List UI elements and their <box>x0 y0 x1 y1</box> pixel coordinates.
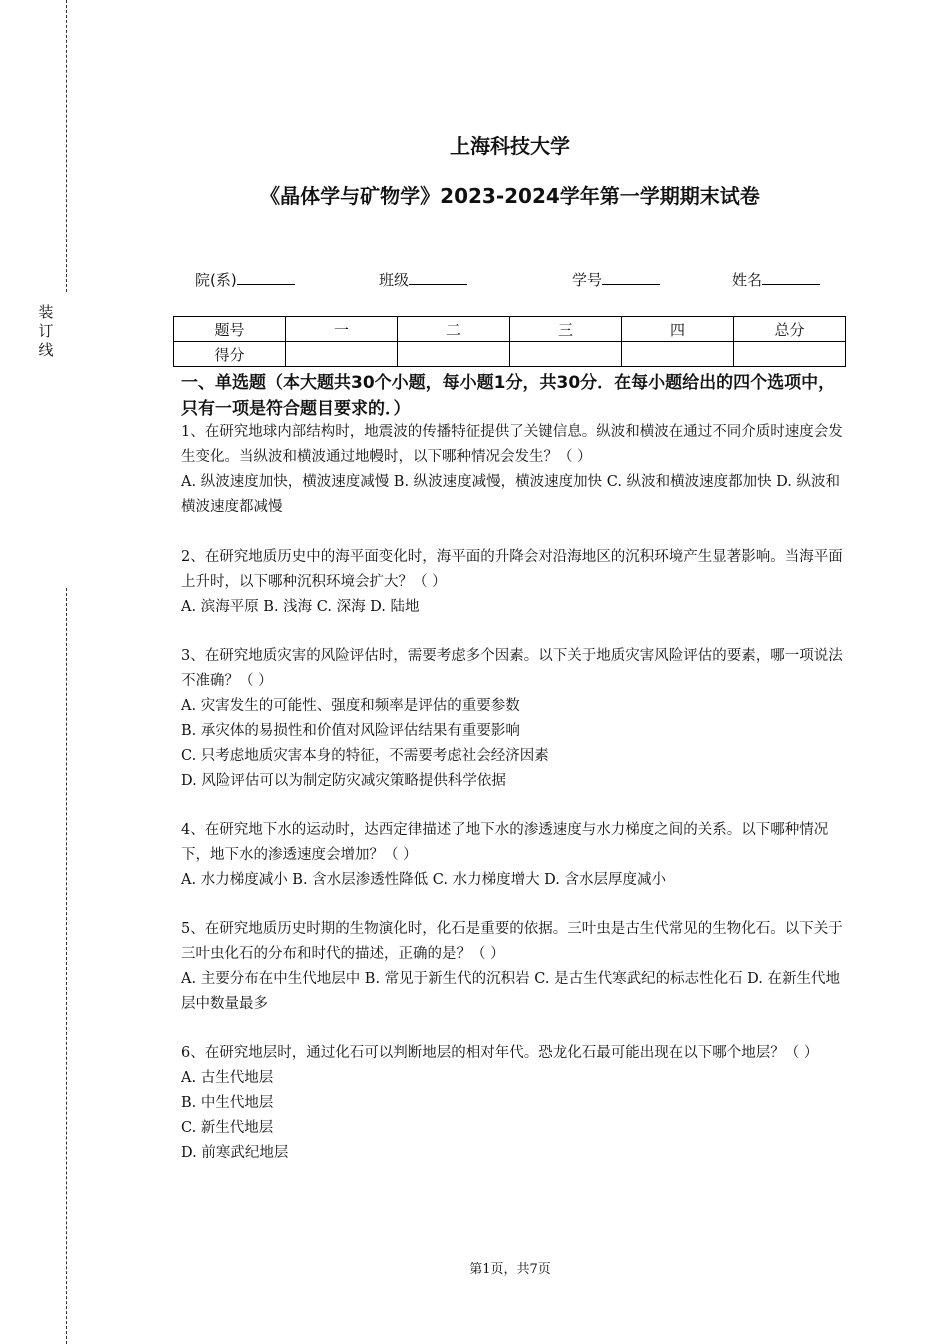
question-option: A. 古生代地层 <box>181 1070 274 1086</box>
score-cell[interactable] <box>286 342 398 367</box>
page-footer: 第1页，共7页 <box>469 1262 551 1277</box>
question-6 <box>181 1041 846 1166</box>
name-label: 姓名 <box>732 271 763 289</box>
question-option: D. 风险评估可以为制定防灾减灾策略提供科学依据 <box>181 773 506 789</box>
score-table-header-row <box>174 317 846 342</box>
score-cell[interactable] <box>398 342 510 367</box>
name-field <box>732 269 820 290</box>
question-1 <box>181 420 846 520</box>
question-stem: 3、在研究地质灾害的风险评估时，需要考虑多个因素。以下关于地质灾害风险评估的要素，哪一项说法不准确？（ ） <box>181 648 843 689</box>
score-header-cell: 二 <box>398 317 510 342</box>
class-blank[interactable] <box>409 270 467 285</box>
question-option: C. 只考虑地质灾害本身的特征，不需要考虑社会经济因素 <box>181 748 549 764</box>
question-options: A. 滨海平原 B. 浅海 C. 深海 D. 陆地 <box>181 599 420 615</box>
score-header-cell: 一 <box>286 317 398 342</box>
binding-char: 订 <box>38 322 54 340</box>
score-cell[interactable] <box>734 342 846 367</box>
question-option: A. 灾害发生的可能性、强度和频率是评估的重要参数 <box>181 698 520 714</box>
score-cell[interactable] <box>510 342 622 367</box>
question-stem: 1、在研究地球内部结构时，地震波的传播特征提供了关键信息。纵波和横波在通过不同介质时速度会发生变化。当纵波和横波通过地幔时，以下哪种情况会发生？（ ） <box>181 424 843 465</box>
question-options: A. 水力梯度减小 B. 含水层渗透性降低 C. 水力梯度增大 D. 含水层厚度减小 <box>181 872 667 888</box>
question-option: D. 前寒武纪地层 <box>181 1145 289 1161</box>
question-stem: 6、在研究地层时，通过化石可以判断地层的相对年代。恐龙化石最可能出现在以下哪个地层？（ ） <box>181 1045 819 1061</box>
exam-title: 《晶体学与矿物学》2023-2024学年第一学期期末试卷 <box>260 184 760 208</box>
student-id-label: 学号 <box>572 271 603 289</box>
class-label: 班级 <box>379 271 410 289</box>
student-id-blank[interactable] <box>602 270 660 285</box>
score-header-cell: 题号 <box>174 317 286 342</box>
question-2 <box>181 545 846 620</box>
student-id-field <box>572 269 660 290</box>
binding-dashed-line-bottom <box>66 588 67 1344</box>
score-table-score-row <box>174 342 846 367</box>
question-option: B. 中生代地层 <box>181 1095 274 1111</box>
section-heading: 一、单选题（本大题共30个小题，每小题1分，共30分．在每小题给出的四个选项中，只有一项是符合题目要求的．） <box>181 373 836 419</box>
question-stem: 4、在研究地下水的运动时，达西定律描述了地下水的渗透速度与水力梯度之间的关系。以下哪种情况下，地下水的渗透速度会增加？（ ） <box>181 822 829 863</box>
score-table <box>173 316 846 367</box>
binding-char: 线 <box>38 341 54 359</box>
name-blank[interactable] <box>762 270 820 285</box>
binding-label <box>38 303 54 360</box>
question-options: A. 主要分布在中生代地层中 B. 常见于新生代的沉积岩 C. 是古生代寒武纪的标志性化石 D. 在新生代地层中数量最多 <box>181 971 841 1012</box>
score-cell[interactable] <box>622 342 734 367</box>
question-stem: 5、在研究地质历史时期的生物演化时，化石是重要的依据。三叶虫是古生代常见的生物化石。以下关于三叶虫化石的分布和时代的描述，正确的是？（ ） <box>181 921 843 962</box>
class-field <box>379 269 467 290</box>
question-3 <box>181 644 846 794</box>
department-label: 院(系) <box>195 271 237 289</box>
question-5 <box>181 917 846 1017</box>
question-stem: 2、在研究地质历史中的海平面变化时，海平面的升降会对沿海地区的沉积环境产生显著影响。当海平面上升时，以下哪种沉积环境会扩大？（ ） <box>181 549 843 590</box>
department-blank[interactable] <box>237 270 295 285</box>
score-row-label: 得分 <box>174 342 286 367</box>
binding-char: 装 <box>38 303 54 321</box>
question-options: A. 纵波速度加快，横波速度减慢 B. 纵波速度减慢，横波速度加快 C. 纵波和横波速度都加快 D. 纵波和横波速度都减慢 <box>181 474 841 515</box>
university-title: 上海科技大学 <box>450 134 570 158</box>
question-option: C. 新生代地层 <box>181 1120 274 1136</box>
score-header-cell: 总分 <box>734 317 846 342</box>
question-option: B. 承灾体的易损性和价值对风险评估结果有重要影响 <box>181 723 520 739</box>
department-field <box>195 269 295 290</box>
question-4 <box>181 818 846 893</box>
score-header-cell: 四 <box>622 317 734 342</box>
score-header-cell: 三 <box>510 317 622 342</box>
